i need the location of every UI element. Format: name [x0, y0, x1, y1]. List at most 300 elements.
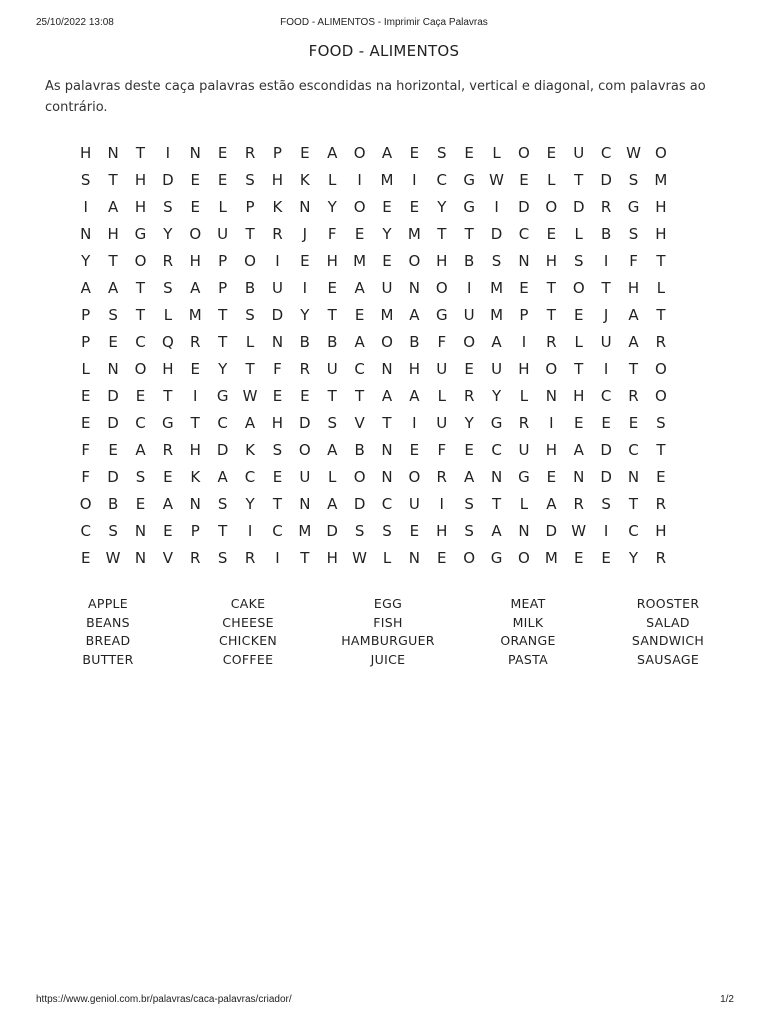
- grid-letter: E: [656, 468, 666, 486]
- grid-letter: O: [353, 198, 366, 216]
- grid-letter: T: [656, 441, 666, 459]
- grid-letter: G: [216, 387, 229, 405]
- grid-letter: B: [354, 441, 365, 459]
- grid-letter: S: [217, 549, 228, 567]
- grid-letter: K: [190, 468, 201, 486]
- grid-letter: T: [382, 414, 392, 432]
- grid-letter: N: [408, 549, 420, 567]
- grid-letter: E: [80, 549, 91, 567]
- grid-letter: M: [544, 549, 558, 567]
- grid-letter: Q: [161, 333, 174, 351]
- grid-letter: N: [518, 522, 530, 540]
- grid-letter: C: [600, 144, 612, 162]
- grid-letter: L: [245, 333, 255, 351]
- grid-letter: L: [547, 171, 556, 189]
- grid-letter: N: [408, 279, 420, 297]
- grid-letter: T: [272, 495, 283, 513]
- grid-letter: U: [381, 279, 393, 297]
- grid-letter: S: [108, 306, 118, 324]
- grid-letter: I: [439, 495, 444, 513]
- grid-letter: U: [408, 495, 420, 513]
- grid-letter: R: [546, 333, 557, 351]
- grid-letter: F: [629, 252, 638, 270]
- grid-letter: E: [519, 279, 529, 297]
- grid-letter: S: [354, 522, 365, 540]
- word-list-item: SAUSAGE: [636, 652, 700, 668]
- word-list-item: JUICE: [370, 652, 406, 668]
- word-list-item: MILK: [512, 614, 544, 630]
- print-source-url: https://www.geniol.com.br/palavras/caca-palavras/criador/: [36, 994, 292, 1005]
- grid-letter: O: [545, 360, 558, 378]
- grid-letter: I: [247, 522, 253, 540]
- grid-row: [72, 356, 675, 383]
- grid-letter: U: [326, 360, 338, 378]
- grid-letter: O: [654, 360, 667, 378]
- grid-letter: I: [357, 171, 362, 189]
- grid-letter: E: [354, 225, 365, 243]
- grid-letter: C: [436, 171, 448, 189]
- grid-letter: A: [327, 441, 338, 459]
- grid-letter: R: [655, 549, 667, 567]
- grid-letter: C: [628, 522, 639, 540]
- grid-letter: Y: [245, 495, 255, 513]
- grid-letter: K: [299, 171, 310, 189]
- grid-letter: U: [518, 441, 530, 459]
- grid-letter: E: [409, 522, 420, 540]
- grid-letter: E: [80, 387, 91, 405]
- grid-letter: M: [188, 306, 202, 324]
- grid-letter: S: [656, 414, 666, 432]
- grid-letter: M: [298, 522, 312, 540]
- grid-letter: O: [518, 549, 530, 567]
- grid-row: [72, 140, 675, 167]
- grid-letter: T: [327, 387, 337, 405]
- grid-letter: T: [656, 252, 666, 270]
- grid-row: [72, 167, 675, 194]
- grid-letter: D: [107, 387, 119, 405]
- grid-letter: O: [435, 279, 448, 297]
- grid-letter: H: [573, 387, 585, 405]
- grid-letter: A: [464, 468, 475, 486]
- grid-letter: T: [628, 495, 639, 513]
- grid-letter: J: [302, 225, 308, 243]
- grid-letter: N: [573, 468, 585, 486]
- grid-letter: Y: [491, 387, 502, 405]
- word-list-item: CAKE: [230, 596, 266, 611]
- grid-letter: A: [135, 441, 146, 459]
- grid-letter: Y: [382, 225, 392, 243]
- grid-letter: R: [518, 414, 530, 432]
- grid-letter: F: [437, 441, 447, 459]
- grid-letter: T: [245, 360, 255, 378]
- grid-letter: U: [463, 306, 475, 324]
- grid-letter: F: [327, 225, 337, 243]
- grid-letter: O: [298, 441, 311, 459]
- grid-letter: D: [107, 468, 119, 486]
- grid-letter: O: [134, 252, 147, 270]
- grid-letter: C: [135, 333, 146, 351]
- word-list-item: BUTTER: [82, 652, 134, 668]
- grid-letter: F: [81, 468, 91, 486]
- word-list-item: ROOSTER: [636, 596, 700, 611]
- grid-letter: D: [600, 171, 612, 189]
- grid-letter: E: [108, 441, 118, 459]
- grid-row: [72, 518, 675, 545]
- grid-letter: U: [299, 468, 311, 486]
- grid-letter: L: [81, 360, 90, 378]
- grid-letter: R: [190, 333, 201, 351]
- grid-letter: G: [463, 198, 475, 216]
- grid-row: [72, 383, 675, 410]
- grid-letter: T: [163, 387, 173, 405]
- grid-letter: B: [409, 333, 420, 351]
- grid-letter: B: [327, 333, 338, 351]
- grid-letter: R: [463, 387, 475, 405]
- grid-letter: S: [464, 522, 474, 540]
- print-datetime: 25/10/2022 13:08: [36, 17, 114, 28]
- grid-letter: I: [494, 198, 499, 216]
- grid-letter: O: [463, 333, 476, 351]
- grid-letter: S: [217, 495, 228, 513]
- grid-letter: S: [108, 522, 118, 540]
- grid-letter: O: [134, 360, 147, 378]
- grid-letter: N: [518, 252, 530, 270]
- grid-letter: C: [217, 414, 228, 432]
- grid-letter: T: [218, 522, 228, 540]
- grid-row: [72, 491, 675, 518]
- grid-letter: E: [464, 360, 474, 378]
- grid-letter: L: [574, 225, 583, 243]
- grid-letter: H: [436, 252, 448, 270]
- grid-letter: Y: [81, 252, 91, 270]
- grid-letter: L: [519, 387, 529, 405]
- grid-letter: E: [190, 198, 200, 216]
- grid-letter: C: [80, 522, 91, 540]
- grid-letter: T: [574, 360, 584, 378]
- grid-letter: I: [165, 144, 171, 162]
- word-list-item: PASTA: [508, 652, 548, 668]
- grid-letter: A: [354, 279, 365, 297]
- grid-letter: P: [272, 144, 282, 162]
- grid-letter: L: [574, 333, 583, 351]
- grid-letter: I: [521, 333, 527, 351]
- word-list-item: MEAT: [510, 596, 546, 611]
- grid-letter: T: [135, 144, 146, 162]
- grid-letter: R: [299, 360, 311, 378]
- grid-letter: A: [217, 468, 228, 486]
- word-list-item: SANDWICH: [631, 633, 705, 649]
- grid-letter: A: [190, 279, 201, 297]
- grid-letter: G: [627, 198, 640, 216]
- grid-letter: S: [327, 414, 337, 432]
- grid-letter: T: [601, 279, 611, 297]
- grid-letter: E: [437, 549, 447, 567]
- grid-letter: V: [354, 414, 365, 432]
- word-list-column: [38, 595, 178, 670]
- grid-letter: A: [546, 495, 557, 513]
- grid-letter: P: [81, 333, 91, 351]
- grid-letter: O: [381, 333, 393, 351]
- grid-letter: N: [299, 495, 311, 513]
- grid-letter: K: [245, 441, 255, 459]
- grid-letter: L: [656, 279, 666, 297]
- grid-row: [72, 410, 675, 437]
- grid-letter: H: [545, 252, 557, 270]
- grid-letter: P: [190, 522, 200, 540]
- grid-letter: H: [326, 252, 338, 270]
- word-list-item: COFFEE: [222, 652, 274, 668]
- grid-letter: E: [546, 225, 557, 243]
- word-list: [38, 595, 738, 670]
- grid-letter: P: [218, 252, 228, 270]
- grid-letter: O: [244, 252, 256, 270]
- grid-letter: R: [628, 387, 639, 405]
- grid-letter: D: [353, 495, 366, 513]
- grid-letter: S: [135, 468, 146, 486]
- grid-letter: L: [492, 144, 501, 162]
- grid-letter: H: [655, 225, 667, 243]
- grid-letter: D: [299, 414, 311, 432]
- word-list-item: CHEESE: [222, 614, 274, 630]
- word-list-item: EGG: [373, 596, 403, 611]
- grid-letter: R: [436, 468, 447, 486]
- word-search-grid: [72, 140, 675, 572]
- grid-letter: E: [217, 171, 228, 189]
- grid-letter: T: [108, 171, 118, 189]
- grid-letter: A: [327, 144, 338, 162]
- grid-letter: G: [134, 225, 147, 243]
- grid-letter: E: [300, 144, 310, 162]
- grid-letter: A: [107, 198, 119, 216]
- grid-letter: S: [573, 252, 584, 270]
- grid-letter: T: [300, 549, 310, 567]
- grid-letter: E: [354, 306, 365, 324]
- grid-letter: C: [518, 225, 530, 243]
- grid-letter: T: [135, 279, 146, 297]
- grid-letter: E: [409, 198, 420, 216]
- grid-letter: E: [190, 171, 200, 189]
- grid-letter: O: [518, 144, 530, 162]
- grid-letter: E: [272, 468, 283, 486]
- grid-letter: M: [490, 306, 504, 324]
- grid-letter: W: [105, 549, 121, 567]
- grid-letter: E: [135, 495, 146, 513]
- grid-letter: E: [601, 549, 611, 567]
- grid-letter: Y: [464, 414, 474, 432]
- grid-letter: I: [275, 252, 280, 270]
- word-list-column: [318, 595, 458, 670]
- grid-letter: S: [628, 225, 639, 243]
- grid-letter: E: [573, 306, 584, 324]
- grid-letter: D: [271, 306, 284, 324]
- grid-letter: D: [518, 198, 530, 216]
- grid-letter: N: [627, 468, 640, 486]
- print-page-number: 1/2: [720, 994, 734, 1005]
- grid-letter: T: [355, 387, 365, 405]
- grid-letter: U: [436, 414, 448, 432]
- grid-letter: J: [603, 306, 609, 324]
- grid-letter: N: [299, 198, 311, 216]
- grid-letter: D: [326, 522, 338, 540]
- word-list-item: ORANGE: [500, 633, 556, 649]
- grid-letter: E: [628, 414, 639, 432]
- grid-letter: S: [80, 171, 91, 189]
- grid-letter: P: [218, 279, 228, 297]
- grid-letter: N: [381, 360, 393, 378]
- grid-letter: R: [162, 252, 174, 270]
- grid-letter: I: [603, 360, 609, 378]
- grid-letter: C: [135, 414, 146, 432]
- grid-letter: C: [354, 360, 365, 378]
- grid-letter: T: [437, 225, 447, 243]
- grid-letter: D: [545, 522, 558, 540]
- grid-letter: T: [546, 279, 556, 297]
- word-list-item: FISH: [373, 614, 403, 630]
- grid-letter: E: [272, 387, 283, 405]
- grid-letter: N: [134, 522, 147, 540]
- grid-letter: S: [245, 171, 255, 189]
- grid-letter: N: [134, 549, 147, 567]
- grid-letter: E: [573, 414, 584, 432]
- grid-letter: N: [545, 387, 557, 405]
- print-header: [0, 17, 768, 31]
- grid-letter: I: [603, 252, 609, 270]
- grid-letter: S: [464, 495, 474, 513]
- grid-letter: E: [300, 387, 310, 405]
- grid-letter: E: [163, 522, 173, 540]
- grid-letter: E: [601, 414, 611, 432]
- grid-letter: I: [193, 387, 198, 405]
- grid-letter: L: [328, 468, 337, 486]
- grid-letter: G: [490, 549, 503, 567]
- grid-letter: E: [409, 441, 420, 459]
- grid-letter: R: [655, 495, 667, 513]
- grid-row: [72, 221, 675, 248]
- grid-letter: S: [163, 198, 173, 216]
- grid-letter: N: [80, 225, 92, 243]
- grid-letter: C: [381, 495, 393, 513]
- word-list-item: HAMBURGUER: [341, 633, 435, 649]
- grid-letter: O: [545, 198, 558, 216]
- grid-letter: O: [463, 549, 476, 567]
- grid-letter: H: [134, 171, 147, 189]
- grid-letter: I: [83, 198, 88, 216]
- grid-letter: H: [326, 549, 338, 567]
- grid-letter: A: [628, 306, 639, 324]
- grid-letter: N: [189, 495, 201, 513]
- grid-letter: A: [107, 279, 119, 297]
- grid-letter: G: [162, 414, 174, 432]
- grid-letter: N: [107, 360, 119, 378]
- grid-letter: R: [655, 333, 667, 351]
- grid-row: [72, 329, 675, 356]
- grid-letter: L: [382, 549, 392, 567]
- grid-letter: N: [381, 441, 393, 459]
- grid-letter: N: [381, 468, 393, 486]
- grid-letter: D: [600, 468, 612, 486]
- grid-letter: T: [245, 225, 255, 243]
- grid-letter: E: [546, 144, 557, 162]
- grid-letter: E: [546, 468, 557, 486]
- grid-letter: C: [600, 387, 612, 405]
- grid-letter: S: [491, 252, 502, 270]
- grid-letter: H: [189, 441, 201, 459]
- grid-letter: A: [381, 144, 393, 162]
- grid-row: [72, 545, 675, 572]
- grid-letter: T: [546, 306, 556, 324]
- grid-letter: E: [135, 387, 146, 405]
- grid-letter: W: [489, 171, 504, 189]
- word-list-column: [458, 595, 598, 670]
- grid-letter: O: [408, 252, 421, 270]
- grid-letter: G: [518, 468, 530, 486]
- grid-row: [72, 248, 675, 275]
- grid-letter: M: [380, 306, 394, 324]
- grid-letter: E: [464, 144, 474, 162]
- grid-letter: S: [163, 279, 173, 297]
- grid-letter: S: [437, 144, 447, 162]
- grid-letter: A: [354, 333, 365, 351]
- grid-letter: W: [626, 144, 641, 162]
- grid-letter: T: [628, 360, 639, 378]
- grid-letter: I: [549, 414, 554, 432]
- grid-letter: O: [654, 144, 667, 162]
- grid-letter: U: [217, 225, 229, 243]
- grid-letter: E: [573, 549, 584, 567]
- grid-letter: N: [107, 144, 119, 162]
- grid-letter: U: [436, 360, 448, 378]
- grid-letter: E: [464, 441, 474, 459]
- word-list-item: SALAD: [646, 614, 690, 630]
- grid-letter: L: [328, 171, 337, 189]
- grid-letter: H: [80, 144, 92, 162]
- grid-letter: S: [382, 522, 392, 540]
- grid-letter: G: [463, 171, 475, 189]
- grid-letter: U: [271, 279, 283, 297]
- word-list-column: [598, 595, 738, 670]
- grid-row: [72, 302, 675, 329]
- grid-letter: D: [107, 414, 119, 432]
- word-list-column: [178, 595, 318, 670]
- grid-letter: A: [80, 279, 91, 297]
- grid-letter: L: [519, 495, 529, 513]
- grid-letter: H: [107, 225, 119, 243]
- grid-letter: Y: [437, 198, 447, 216]
- grid-letter: N: [490, 468, 503, 486]
- grid-letter: H: [162, 360, 174, 378]
- grid-letter: A: [381, 387, 393, 405]
- puzzle-instructions: As palavras deste caça palavras estão escondidas na horizontal, vertical e diagonal, com palavras ao contrário.: [45, 79, 706, 115]
- grid-letter: A: [491, 522, 502, 540]
- grid-letter: L: [437, 387, 446, 405]
- grid-letter: Y: [628, 549, 639, 567]
- grid-letter: G: [490, 414, 503, 432]
- grid-letter: A: [327, 495, 338, 513]
- grid-letter: H: [134, 198, 147, 216]
- grid-letter: M: [654, 171, 668, 189]
- grid-letter: M: [407, 225, 421, 243]
- grid-letter: P: [519, 306, 529, 324]
- grid-letter: H: [545, 441, 557, 459]
- grid-letter: Y: [300, 306, 310, 324]
- grid-letter: T: [108, 252, 118, 270]
- grid-letter: C: [272, 522, 283, 540]
- grid-letter: O: [189, 225, 202, 243]
- grid-letter: A: [409, 306, 420, 324]
- grid-letter: O: [353, 468, 366, 486]
- grid-letter: I: [275, 549, 280, 567]
- grid-letter: L: [218, 198, 227, 216]
